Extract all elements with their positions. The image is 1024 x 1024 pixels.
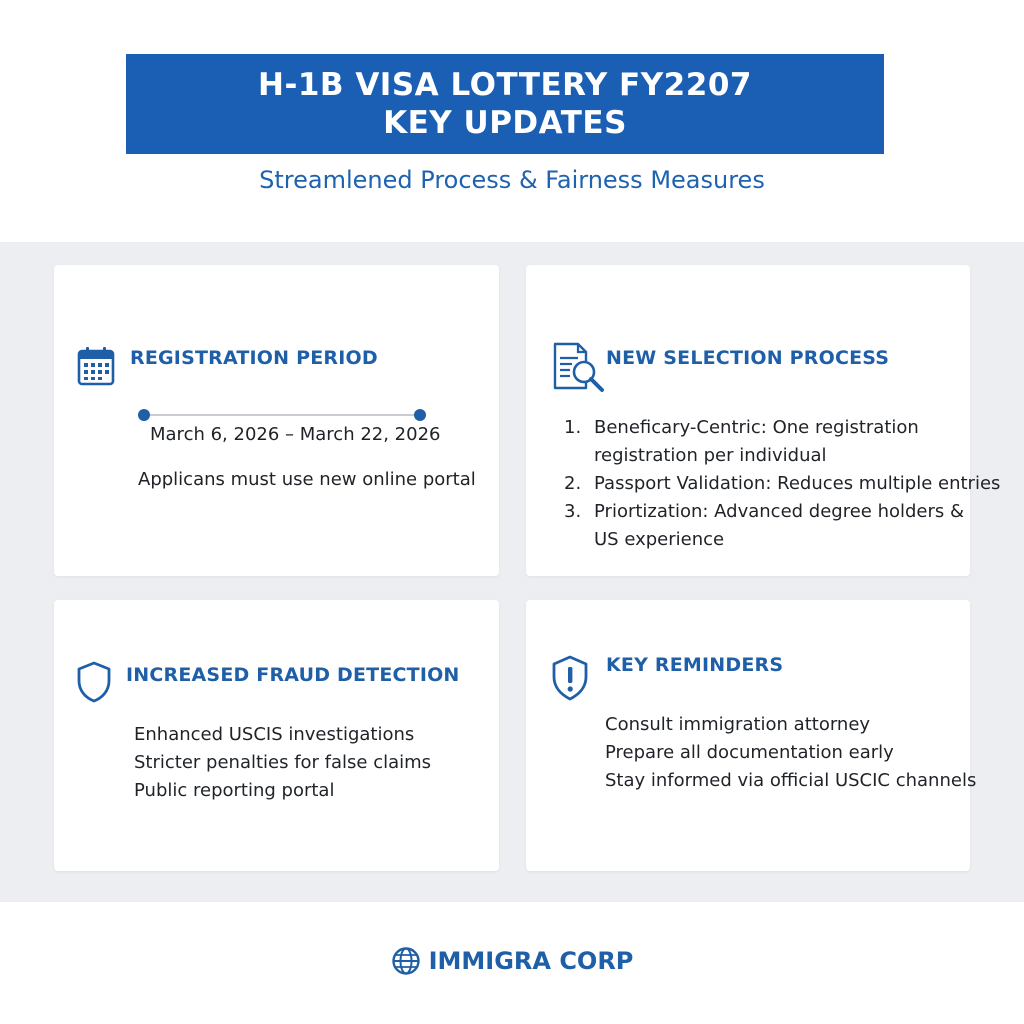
selection-steps-list <box>564 414 1000 554</box>
list-item-number: 2. <box>564 473 582 494</box>
list-item-number: 1. <box>564 417 582 438</box>
page-subtitle: Streamlened Process & Fairness Measures <box>259 166 765 194</box>
selection-card <box>526 265 1001 576</box>
list-item <box>564 414 1000 470</box>
key-reminders-card <box>526 600 977 871</box>
timeline-line <box>144 414 420 416</box>
list-item <box>564 470 1000 498</box>
list-item: Public reporting portal <box>134 780 335 801</box>
list-item-text: Passport Validation: Reduces multiple entries <box>594 473 1001 494</box>
list-item-text: Beneficary-Centric: One registration <box>594 417 919 438</box>
timeline-start-dot <box>138 409 150 421</box>
timeline-end-dot <box>414 409 426 421</box>
calendar-icon <box>76 345 116 387</box>
globe-icon <box>391 946 421 976</box>
registration-dates: March 6, 2026 – March 22, 2026 <box>150 424 441 445</box>
fraud-detection-list <box>134 721 431 805</box>
list-item-text: Priortization: Advanced degree holders & <box>594 501 965 522</box>
key-reminders-title: KEY REMINDERS <box>606 654 784 676</box>
registration-note: Applicans must use new online portal <box>138 469 476 490</box>
list-item: Consult immigration attorney <box>605 714 871 735</box>
list-item-text-continued: registration per individual <box>594 445 827 466</box>
brand-name: IMMIGRA CORP <box>428 947 634 975</box>
fraud-detection-card <box>54 600 499 871</box>
shield-icon <box>76 660 112 704</box>
list-item: Stricter penalties for false claims <box>134 752 432 773</box>
page-title-line-2: KEY UPDATES <box>383 105 627 141</box>
selection-title: NEW SELECTION PROCESS <box>606 347 890 369</box>
list-item <box>564 498 1000 554</box>
list-item-number: 3. <box>564 501 582 522</box>
header-banner <box>126 54 884 154</box>
list-item: Prepare all documentation early <box>605 742 894 763</box>
registration-title: REGISTRATION PERIOD <box>130 347 378 369</box>
document-search-icon <box>552 341 608 393</box>
shield-alert-icon <box>551 654 589 702</box>
list-item: Enhanced USCIS investigations <box>134 724 415 745</box>
registration-timeline <box>138 409 426 421</box>
list-item-text-continued: US experience <box>594 529 725 550</box>
registration-card <box>54 265 499 576</box>
key-reminders-list <box>605 711 976 795</box>
list-item: Stay informed via official USCIC channels <box>605 770 977 791</box>
fraud-detection-title: INCREASED FRAUD DETECTION <box>126 664 460 686</box>
page-title-line-1: H-1B VISA LOTTERY FY2207 <box>258 67 752 103</box>
footer <box>0 944 1024 978</box>
